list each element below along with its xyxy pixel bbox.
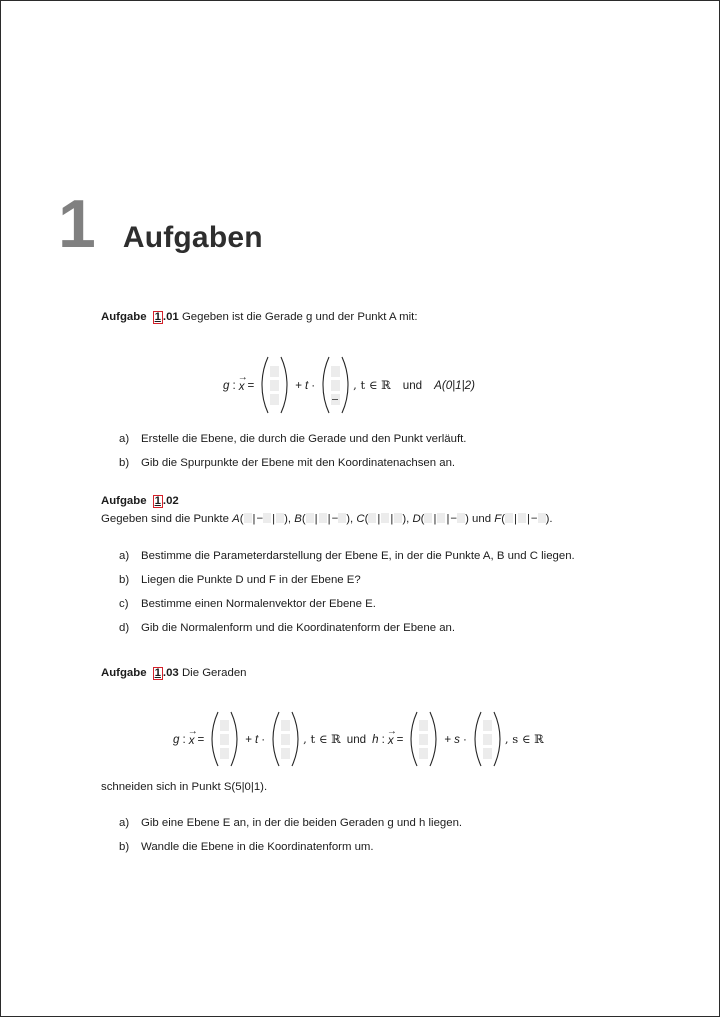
coord-placeholder bbox=[244, 513, 252, 523]
vector-entry-placeholder bbox=[419, 748, 428, 759]
vector-x-symbol: → x bbox=[386, 725, 397, 747]
point-name-d: D bbox=[412, 513, 421, 525]
left-paren-icon bbox=[271, 711, 280, 767]
vector-entry-placeholder bbox=[483, 734, 492, 745]
list-item bbox=[119, 550, 639, 562]
item-marker: a) bbox=[119, 817, 130, 829]
item-text: Gib die Normalenform und die Koordinatenform der Ebene an. bbox=[141, 622, 456, 634]
item-marker: b) bbox=[119, 574, 130, 586]
parameter-t: t bbox=[305, 378, 309, 392]
item-text: Liegen die Punkte D und F in der Ebene E? bbox=[141, 574, 361, 586]
equation-1-01: g : → x = + t · , t ∈ ℝ und A(0|1|2) bbox=[223, 356, 475, 414]
exercise-ref-link[interactable]: 1 bbox=[154, 667, 161, 679]
exercise-ref-link[interactable]: 1 bbox=[154, 311, 161, 323]
coord-placeholder bbox=[518, 513, 526, 523]
right-paren-icon bbox=[291, 711, 300, 767]
exercise-label: Aufgabe bbox=[101, 495, 147, 507]
item-text: Gib eine Ebene E an, in der die beiden Geraden g und h liegen. bbox=[141, 817, 463, 829]
plus-sign: + bbox=[245, 732, 253, 746]
right-paren-icon bbox=[341, 356, 350, 414]
left-paren-icon bbox=[260, 356, 269, 414]
coord-placeholder bbox=[306, 513, 314, 523]
support-vector-g bbox=[260, 356, 289, 414]
conjunction-und: und bbox=[346, 732, 367, 746]
vector-entry-placeholder bbox=[419, 734, 428, 745]
exercise-1-01-heading bbox=[101, 309, 621, 327]
left-paren-icon bbox=[409, 711, 418, 767]
multiplication-dot: · bbox=[261, 732, 266, 746]
vector-entry-placeholder bbox=[483, 720, 492, 731]
list-item bbox=[119, 457, 619, 469]
vector-entry-placeholder bbox=[281, 734, 290, 745]
vector-entry-placeholder bbox=[270, 380, 279, 391]
chapter-heading bbox=[58, 186, 263, 262]
plus-sign: + bbox=[295, 378, 303, 392]
conjunction-und: und bbox=[402, 378, 423, 392]
right-paren-icon bbox=[493, 711, 502, 767]
exercise-1-01-items bbox=[119, 433, 619, 481]
equals-sign: = bbox=[396, 732, 404, 746]
coord-placeholder bbox=[368, 513, 376, 523]
list-item bbox=[119, 574, 639, 586]
vector-entry-placeholder bbox=[331, 380, 340, 391]
list-item bbox=[119, 598, 639, 610]
line-name-h: h bbox=[372, 732, 379, 746]
coord-placeholder bbox=[319, 513, 327, 523]
exercise-number-suffix: .02 bbox=[162, 495, 179, 507]
item-text: Bestimme einen Normalenvektor der Ebene E. bbox=[141, 598, 376, 610]
item-text: Gib die Spurpunkte der Ebene mit den Koordinatenachsen an. bbox=[141, 457, 456, 469]
coord-placeholder bbox=[505, 513, 513, 523]
exercise-1-01-intro: Gegeben ist die Gerade g und der Punkt A mit: bbox=[181, 311, 418, 323]
parameter-domain-s: , s ∈ ℝ bbox=[504, 732, 544, 746]
coord-placeholder bbox=[538, 513, 546, 523]
list-item bbox=[119, 433, 619, 445]
left-paren-icon bbox=[473, 711, 482, 767]
list-item bbox=[119, 841, 639, 853]
vector-entry-placeholder bbox=[281, 720, 290, 731]
plus-sign: + bbox=[444, 732, 452, 746]
coord-placeholder bbox=[381, 513, 389, 523]
point-name-b: B bbox=[294, 513, 302, 525]
left-paren-icon bbox=[321, 356, 330, 414]
support-vector-g bbox=[210, 711, 239, 767]
vector-entry-placeholder bbox=[220, 748, 229, 759]
support-vector-h bbox=[409, 711, 438, 767]
point-name-a: A bbox=[232, 513, 240, 525]
item-text: Bestimme die Parameterdarstellung der Ebene E, in der die Punkte A, B und C liegen. bbox=[141, 550, 575, 562]
exercise-1-02-points-line: Gegeben sind die Punkte A( |− | ), B( | |− ), C( | | ), D( | |− ) und F( | |− ). bbox=[101, 513, 553, 525]
vector-x-symbol: → x bbox=[187, 725, 198, 747]
exercise-1-02-items bbox=[119, 550, 639, 646]
left-paren-icon bbox=[210, 711, 219, 767]
parameter-domain-t: , t ∈ ℝ bbox=[303, 732, 341, 746]
coord-placeholder bbox=[276, 513, 284, 523]
exercise-label: Aufgabe bbox=[101, 311, 147, 323]
list-item bbox=[119, 622, 639, 634]
item-marker: b) bbox=[119, 457, 130, 469]
vector-entry-placeholder bbox=[483, 748, 492, 759]
item-text: Erstelle die Ebene, die durch die Gerade und den Punkt verläuft. bbox=[141, 433, 467, 445]
vector-entry-placeholder bbox=[281, 748, 290, 759]
vector-entry-placeholder bbox=[331, 366, 340, 377]
points-line-terminator: . bbox=[549, 513, 553, 525]
page-content-area bbox=[1, 1, 719, 1016]
exercise-1-03-intro: Die Geraden bbox=[181, 667, 247, 679]
exercise-1-03-heading bbox=[101, 665, 641, 683]
point-name-f: F bbox=[494, 513, 502, 525]
point-name-c: C bbox=[356, 513, 365, 525]
equation-1-03: g : → x = + t · , t ∈ ℝ und h : → x = + s · , s ∈ ℝ bbox=[173, 711, 544, 767]
exercise-1-02-heading bbox=[101, 493, 641, 511]
vector-entry-placeholder bbox=[220, 734, 229, 745]
item-text: Wandle die Ebene in die Koordinatenform um. bbox=[141, 841, 374, 853]
vector-entry-placeholder bbox=[419, 720, 428, 731]
coord-placeholder bbox=[338, 513, 346, 523]
coord-placeholder bbox=[394, 513, 402, 523]
item-marker: b) bbox=[119, 841, 130, 853]
right-paren-icon bbox=[230, 711, 239, 767]
item-marker: c) bbox=[119, 598, 129, 610]
equals-sign: = bbox=[247, 378, 255, 392]
points-line-prefix: Gegeben sind die Punkte bbox=[101, 513, 233, 525]
exercise-number-suffix: .01 bbox=[162, 311, 179, 323]
exercise-number-suffix: .03 bbox=[162, 667, 179, 679]
vector-entry-placeholder bbox=[270, 366, 279, 377]
direction-vector-g bbox=[271, 711, 300, 767]
parameter-t: t bbox=[255, 732, 259, 746]
exercise-1-03-after-equation: schneiden sich in Punkt S(5|0|1). bbox=[101, 781, 268, 793]
coord-placeholder bbox=[457, 513, 465, 523]
page-title: Aufgaben bbox=[122, 221, 263, 254]
line-name-g: g bbox=[173, 732, 180, 746]
direction-vector-g bbox=[321, 356, 350, 414]
item-marker: a) bbox=[119, 550, 130, 562]
point-a-label: A(0|1|2) bbox=[434, 378, 475, 392]
coord-placeholder bbox=[424, 513, 432, 523]
exercise-1-03-items bbox=[119, 817, 639, 865]
vector-entry-placeholder-negative bbox=[331, 394, 340, 405]
coord-placeholder bbox=[263, 513, 271, 523]
vector-entry-placeholder bbox=[270, 394, 279, 405]
chapter-number: 1 bbox=[58, 186, 95, 262]
list-item bbox=[119, 817, 639, 829]
exercise-label: Aufgabe bbox=[101, 667, 147, 679]
exercise-ref-link[interactable]: 1 bbox=[154, 495, 161, 507]
right-paren-icon bbox=[429, 711, 438, 767]
conjunction-und: und bbox=[472, 513, 492, 525]
item-marker: a) bbox=[119, 433, 130, 445]
parameter-s: s bbox=[454, 732, 460, 746]
multiplication-dot: · bbox=[462, 732, 467, 746]
item-marker: d) bbox=[119, 622, 130, 634]
line-name-g: g bbox=[223, 378, 230, 392]
multiplication-dot: · bbox=[311, 378, 316, 392]
vector-x-symbol: → x bbox=[237, 371, 248, 393]
equals-sign: = bbox=[197, 732, 205, 746]
parameter-domain-t: , t ∈ ℝ bbox=[353, 378, 391, 392]
vector-entry-placeholder bbox=[220, 720, 229, 731]
right-paren-icon bbox=[280, 356, 289, 414]
direction-vector-h bbox=[473, 711, 502, 767]
coord-placeholder bbox=[437, 513, 445, 523]
